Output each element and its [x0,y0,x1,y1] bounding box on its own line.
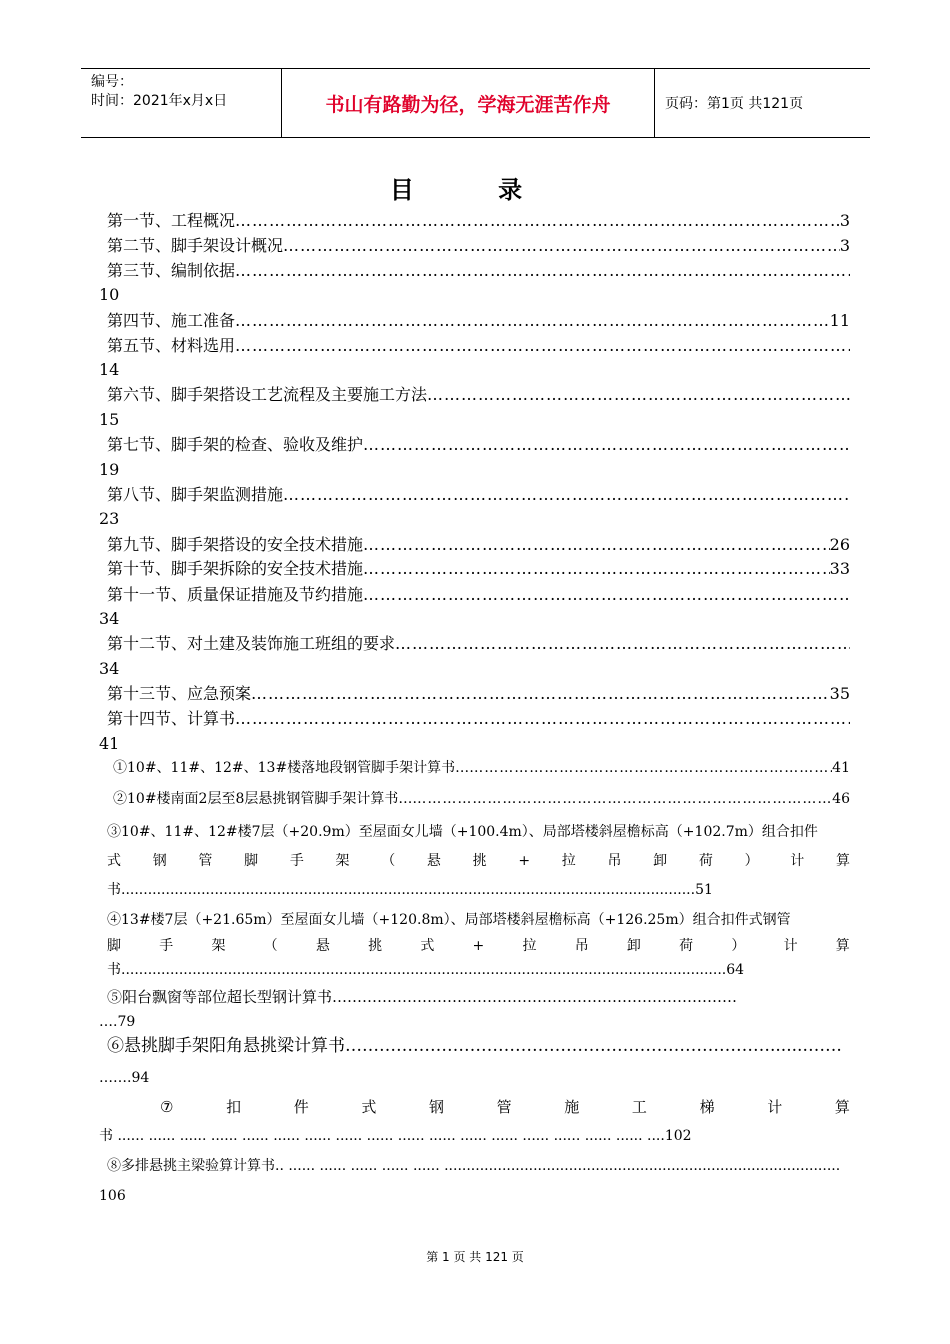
justified-char: 架 [335,853,350,869]
time-label: 时间：2021年x月x日 [91,93,228,109]
justified-char: 式 [361,1098,377,1116]
toc-subentry-line: 106 [99,1188,126,1204]
toc-entry[interactable]: 第十二节、对土建及装饰施工班组的要求 …………………………………………………………………………………………………………………………………………………… [107,633,850,655]
toc-subentry-line: ⑤阳台飘窗等部位超长型钢计算书……………………………………………………………………… [107,988,738,1006]
justified-char: 工 [631,1098,647,1116]
justified-char: 荷 [679,938,694,954]
justified-char: 管 [198,853,213,869]
toc-entry[interactable]: 第一节、工程概况 …………………………………………………………………………………………………………………………………………………… 3 [107,210,850,232]
page-footer: 第 1 页 共 121 页 [426,1250,524,1264]
toc-entry[interactable]: 第二节、脚手架设计概况 …………………………………………………………………………………………………………………………………………………… 3 [107,235,850,257]
justified-char: 钢 [429,1098,445,1116]
toc-subentry-line: ④13#楼7层（+21.65m）至屋面女儿墙（+120.8m）、局部塔楼斜屋檐标高（+126.25m）组合扣件式钢管 [107,912,791,928]
justified-char: 悬 [426,853,441,869]
justified-char: 手 [289,853,304,869]
justified-char: ） [744,853,759,869]
justified-char: 扣 [226,1098,242,1116]
justified-char: + [472,938,485,954]
toc-subentry-line: ⑧多排悬挑主梁验算计算书.. ...... ...... ...... ...... ...... ......................................................................................... [107,1158,841,1174]
motto: 书山有路勤为径，学海无涯苦作舟 [282,69,655,137]
justified-char: 梯 [699,1098,715,1116]
justified-char: + [518,853,531,869]
toc-entry[interactable]: 第六节、脚手架搭设工艺流程及主要施工方法 …………………………………………………………………………………………………………………………………………………… [107,384,850,406]
justified-char: （ [263,938,278,954]
justified-char: 卸 [626,938,641,954]
toc-entry[interactable]: 第八节、脚手架监测措施 …………………………………………………………………………………………………………………………………………………… [107,484,850,506]
toc-subentry-justified [107,851,850,871]
toc-page: 34 [99,609,120,628]
header-table [81,68,870,138]
justified-char: 吊 [607,853,622,869]
justified-char: ） [731,938,746,954]
toc-page: 23 [99,509,120,528]
toc-page: 41 [99,734,120,753]
toc-page: 10 [99,285,120,304]
justified-char: 计 [790,853,805,869]
toc-subentry[interactable]: ②10#楼南面2层至8层悬挑钢管脚手架计算书… …………………………………………………………………………………………………………………………………………………… 46 [113,788,850,810]
toc-subentry-line: 书........................................................................................................................................64 [107,962,745,978]
justified-char: 挑 [472,853,487,869]
justified-char: 式 [420,938,435,954]
page-info: 页码：第1页 共121页 [665,96,804,112]
toc-page: 14 [99,360,120,379]
toc-subentry[interactable]: ①10#、11#、12#、13#楼落地段钢管脚手架计算书… …………………………………………………………………………………………………………………………………………………… 41 [113,757,850,779]
toc-subentry-line: 书 ...... ...... ...... ...... ...... ...... ...... ...... ...... ...... ...... ...... ...... ...... ...... ...... ...... ....102 [99,1128,692,1144]
justified-char: （ [381,853,396,869]
toc-entry[interactable]: 第七节、脚手架的检查、验收及维护 …………………………………………………………………………………………………………………………………………………… [107,434,850,456]
toc-subentry-line: ⑥悬挑脚手架阳角悬挑梁计算书…………………………………………………………………......……. [107,1036,842,1056]
toc-entry[interactable]: 第十三节、应急预案 …………………………………………………………………………………………………………………………………………………… 35 [107,683,850,705]
toc-subentry-justified [160,1097,850,1117]
justified-char: 施 [564,1098,580,1116]
toc-subentry-line: ③10#、11#、12#楼7层（+20.9m）至屋面女儿墙（+100.4m）、局部塔楼斜屋檐标高（+102.7m）组合扣件 [107,824,818,840]
toc-entry[interactable]: 第十一节、质量保证措施及节约措施 …………………………………………………………………………………………………………………………………………………… [107,584,850,606]
toc-subentry-justified [107,936,850,956]
justified-char: 卸 [653,853,668,869]
justified-char: 脚 [107,938,121,954]
justified-char: 计 [783,938,798,954]
justified-char: 吊 [574,938,589,954]
justified-char: 管 [496,1098,512,1116]
justified-char: 算 [835,853,850,869]
page-title: 目 录 [389,176,561,204]
justified-char: 拉 [522,938,537,954]
justified-char: 手 [159,938,174,954]
justified-char: 拉 [561,853,576,869]
toc-subentry-line: ….79 [99,1014,136,1030]
justified-char: 脚 [244,853,259,869]
number-label: 编号： [91,74,133,90]
toc-subentry-line: 书.................................................................................................................................51 [107,882,713,898]
toc-entry[interactable]: 第十四节、计算书 …………………………………………………………………………………………………………………………………………………… [107,708,850,730]
toc-entry[interactable]: 第十节、脚手架拆除的安全技术措施 …………………………………………………………………………………………………………………………………………………… 33 [107,558,850,580]
toc-subentry-line: …….94 [99,1070,150,1086]
header-meta-cell [81,69,282,137]
justified-char: 算 [835,938,850,954]
toc-page: 19 [99,460,120,479]
toc-entry[interactable]: 第五节、材料选用 …………………………………………………………………………………………………………………………………………………… [107,335,850,357]
justified-char: 件 [293,1098,309,1116]
justified-char: 架 [211,938,226,954]
toc-entry[interactable]: 第三节、编制依据 …………………………………………………………………………………………………………………………………………………… [107,260,850,282]
justified-char: 挑 [368,938,383,954]
toc-page: 34 [99,659,120,678]
justified-char: 式 [107,853,121,869]
toc-entry[interactable]: 第九节、脚手架搭设的安全技术措施 …………………………………………………………………………………………………………………………………………………… 26 [107,534,850,556]
justified-char: 荷 [698,853,713,869]
justified-char: 悬 [315,938,330,954]
toc-page: 15 [99,410,120,429]
justified-char: 计 [767,1098,783,1116]
justified-char: ⑦ [160,1098,174,1116]
justified-char: 算 [834,1098,850,1116]
justified-char: 钢 [152,853,167,869]
toc-entry[interactable]: 第四节、施工准备 …………………………………………………………………………………………………………………………………………………… 11 [107,310,850,332]
